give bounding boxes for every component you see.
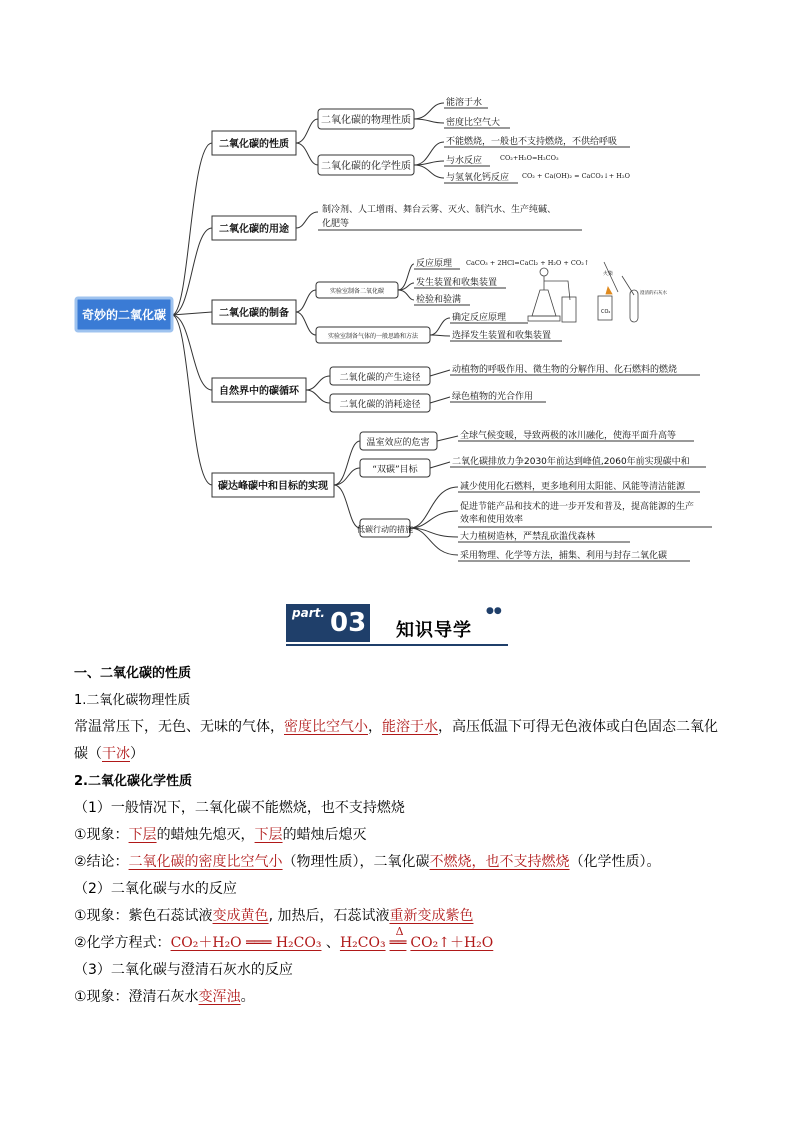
section-banner [286, 604, 508, 646]
root-label: 奇妙的二氧化碳 [81, 308, 167, 322]
question-2: （2）二氧化碳与水的反应 [74, 881, 237, 897]
node-co2-sink: 二氧化碳的消耗途径 [339, 400, 421, 410]
text: 的蜡烛先熄灭， [156, 827, 255, 843]
leaf-warming: 全球气候变暖，导致两极的冰川融化，使海平面升高等 [460, 431, 677, 441]
node-co2-source: 二氧化碳的产生途径 [339, 373, 421, 383]
heat-arrow [389, 925, 407, 957]
text: ②化学方程式： [74, 935, 171, 951]
leaf-dissolves: 能溶于水 [446, 98, 483, 108]
question-1: （1）一般情况下，二氧化碳不能燃烧，也不支持燃烧 [74, 800, 405, 816]
text: ②结论： [74, 854, 129, 870]
node-lab-prep: 实验室制备二氧化碳 [329, 288, 385, 295]
decor-dots-icon: ●● [486, 606, 502, 616]
branch-properties: 二氧化碳的性质 [219, 139, 289, 150]
leaf-measure-3: 大力植树造林，严禁乱砍滥伐森林 [460, 532, 596, 542]
leaf-lime-reaction: 与氢氧化钙反应 [446, 173, 510, 183]
leaf-density: 密度比空气大 [446, 118, 501, 128]
leaf-measure-1: 减少使用化石燃料，更多地利用太阳能、风能等清洁能源 [460, 482, 686, 492]
paragraph-physical-cont [74, 741, 734, 768]
uses-line1: 制冷剂、人工增雨、舞台云雾、灭火、制汽水、生产纯碱、 [322, 205, 557, 215]
heading-properties: 一、二氧化碳的性质 [74, 666, 192, 681]
text: ①现象：紫色石蕊试液 [74, 908, 213, 924]
equals-arrow: ══ [389, 935, 407, 951]
leaf-water-reaction: 与水反应 [446, 156, 483, 166]
eq-lime: CO₂ + Ca(OH)₂ = CaCO₃↓+ H₂O [522, 172, 630, 180]
delta-symbol: Δ [395, 925, 404, 938]
text: 碳（ [74, 746, 102, 762]
answer-lower-2: 下层 [254, 827, 283, 843]
answer-turns-purple: 重新变成紫色 [389, 908, 474, 924]
paragraph-physical [74, 714, 734, 741]
equation-2 [74, 925, 734, 957]
part-word: part. [292, 606, 325, 620]
node-general-method: 实验室制备气体的一般思路和方法 [327, 333, 419, 340]
text: （物理性质），二氧化碳 [282, 854, 430, 870]
leaf-co2-sources: 动植物的呼吸作用、微生物的分解作用、化石燃料的燃烧 [452, 365, 678, 375]
answer-turbid: 变浑浊 [198, 989, 241, 1005]
observation-1 [74, 822, 734, 849]
uses-line2: 化肥等 [322, 219, 350, 229]
eq-water: CO₂+H₂O=H₂CO₃ [500, 154, 559, 162]
leaf-determine: 确定反应原理 [452, 313, 507, 323]
leaf-measure-4: 采用物理、化学等方法，捕集、利用与封存二氧化碳 [460, 551, 668, 561]
text: ， [368, 719, 382, 735]
banner-underline [286, 644, 508, 646]
text: 常温常压下，无色、无味的气体， [74, 719, 284, 735]
answer-density-conclusion: 二氧化碳的密度比空气小 [128, 854, 283, 870]
text: 、 [321, 935, 340, 951]
answer-eq-h2co3: H₂CO₃ [339, 935, 386, 951]
fig-match-label: 火柴 [603, 271, 614, 277]
text: ，高压低温下可得无色液体或白色固态二氧化 [438, 719, 718, 735]
node-dual-carbon: “双碳”目标 [372, 465, 418, 475]
answer-density: 密度比空气小 [284, 719, 368, 735]
leaf-photosynthesis: 绿色植物的光合作用 [452, 392, 534, 402]
part-tag [286, 604, 370, 642]
answer-not-burn: 不燃烧，也不支持燃烧 [429, 854, 570, 870]
apparatus-illustration [528, 262, 638, 322]
leaf-not-burn: 不能燃烧，一般也不支持燃烧，不供给呼吸 [446, 137, 618, 147]
answer-turns-yellow: 变成黄色 [212, 908, 269, 924]
leaf-test: 检验和验满 [416, 295, 462, 305]
fig-limewater-label: 澄清的石灰水 [640, 291, 667, 296]
branch-uses: 二氧化碳的用途 [219, 224, 289, 235]
text: （化学性质）。 [569, 854, 661, 870]
text: 。 [240, 989, 255, 1005]
answer-lower: 下层 [128, 827, 157, 843]
leaf-apparatus: 发生装置和收集装置 [416, 278, 498, 288]
subheading-chemical: 2.二氧化碳化学性质 [74, 774, 192, 789]
branch-carbon-cycle: 自然界中的碳循环 [219, 386, 299, 397]
node-physical: 二氧化碳的物理性质 [321, 115, 411, 126]
answer-dry-ice: 干冰 [102, 746, 130, 762]
fig-co2-label: CO₂ [601, 309, 611, 315]
leaf-measure-2a: 促进节能产品和技术的进一步开发和普及，提高能源的生产 [460, 502, 695, 512]
eq-caco3: CaCO₃ + 2HCl=CaCl₂ + H₂O + CO₂↑ [466, 259, 590, 267]
node-greenhouse: 温室效应的危害 [366, 438, 430, 448]
branch-carbon-neutral: 碳达峰碳中和目标的实现 [218, 481, 328, 492]
text: ） [130, 746, 144, 762]
branch-preparation: 二氧化碳的制备 [219, 308, 289, 319]
part-number: 03 [330, 608, 367, 638]
leaf-select: 选择发生装置和收集装置 [452, 331, 552, 341]
observation-3 [74, 984, 734, 1011]
leaf-principle: 反应原理 [416, 259, 453, 269]
leaf-peak-target: 二氧化碳排放力争2030年前达到峰值,2060年前实现碳中和 [452, 457, 690, 467]
node-low-carbon: 低碳行动的措施 [357, 525, 413, 534]
answer-eq-water: CO₂＋H₂O ═══ H₂CO₃ [170, 935, 322, 951]
node-chemical: 二氧化碳的化学性质 [321, 161, 411, 172]
banner-title: 知识导学 [396, 620, 472, 641]
leaf-measure-2b: 效率和使用效率 [460, 515, 524, 525]
subheading-physical: 1.二氧化碳物理性质 [74, 693, 191, 708]
text: , 加热后，石蕊试液 [268, 908, 390, 924]
answer-dissolve: 能溶于水 [382, 719, 438, 735]
text: ①现象：澄清石灰水 [74, 989, 199, 1005]
answer-eq-decompose: CO₂↑＋H₂O [410, 935, 494, 951]
observation-2 [74, 903, 734, 930]
question-3: （3）二氧化碳与澄清石灰水的反应 [74, 962, 293, 978]
text: 的蜡烛后熄灭 [282, 827, 367, 843]
notes-body [74, 660, 734, 1011]
conclusion-1 [74, 849, 734, 876]
text: ①现象： [74, 827, 129, 843]
